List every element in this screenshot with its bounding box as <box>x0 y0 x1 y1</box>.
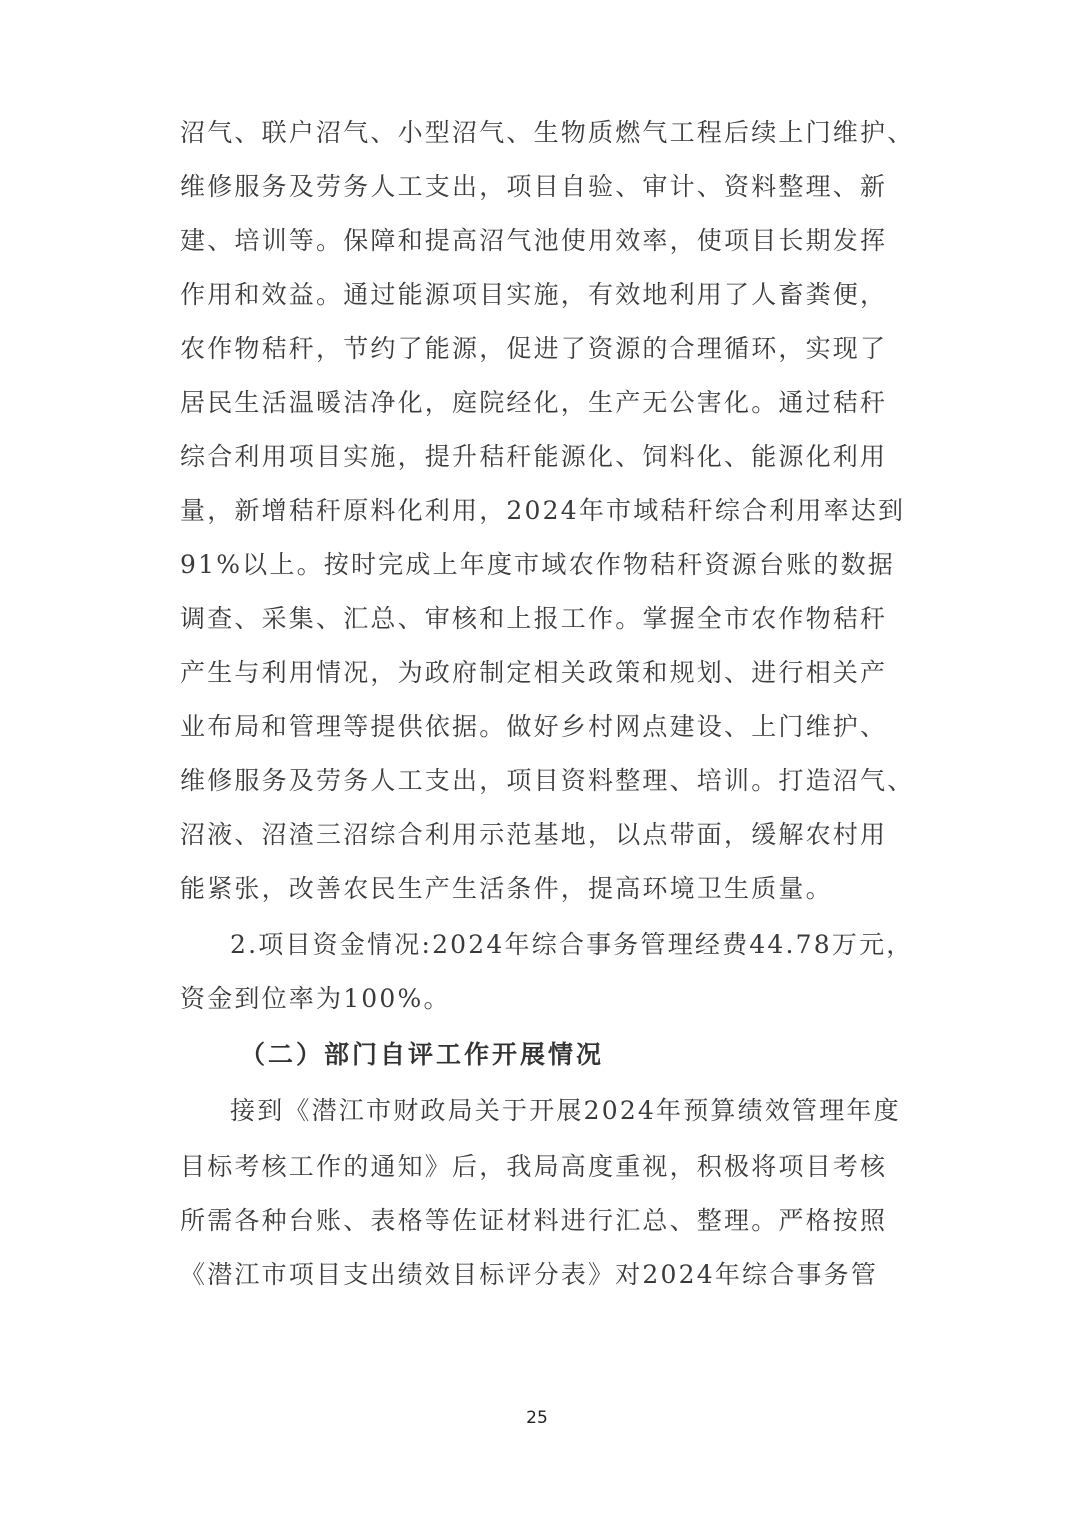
page-number: 25 <box>526 1408 548 1428</box>
body-text-line: 建、培训等。保障和提高沼气池使用效率，使项目长期发挥 <box>180 226 888 255</box>
body-text-line: 能紧张，改善农民生产生活条件，提高环境卫生质量。 <box>180 874 833 903</box>
body-text-line: 维修服务及劳务人工支出，项目自验、审计、资料整理、新 <box>180 172 888 201</box>
body-text-line: 居民生活温暖洁净化，庭院经化，生产无公害化。通过秸秆 <box>180 388 888 417</box>
body-text-line: 产生与利用情况，为政府制定相关政策和规划、进行相关产 <box>180 658 888 687</box>
body-text-line: 沼气、联户沼气、小型沼气、生物质燃气工程后续上门维护、 <box>180 118 915 147</box>
funding-paragraph-line: 资金到位率为100%。 <box>180 984 451 1013</box>
body-text-line: 沼液、沼渣三沼综合利用示范基地，以点带面，缓解农村用 <box>180 820 888 849</box>
body-text-line: 维修服务及劳务人工支出，项目资料整理、培训。打造沼气、 <box>180 766 915 795</box>
body-text-line: 量，新增秸秆原料化利用，2024年市域秸秆综合利用率达到 <box>180 496 906 525</box>
funding-paragraph-line: 2.项目资金情况:2024年综合事务管理经费44.78万元， <box>230 930 914 959</box>
body-text-line: 业布局和管理等提供依据。做好乡村网点建设、上门维护、 <box>180 712 888 741</box>
body-text-line: 综合利用项目实施，提升秸秆能源化、饲料化、能源化利用 <box>180 442 888 471</box>
body-text-line: 《潜江市项目支出绩效目标评分表》对2024年综合事务管 <box>180 1260 879 1289</box>
body-text-line: 接到《潜江市财政局关于开展2024年预算绩效管理年度 <box>230 1096 901 1125</box>
body-text-line: 作用和效益。通过能源项目实施，有效地利用了人畜粪便， <box>180 280 888 309</box>
section-heading: （二）部门自评工作开展情况 <box>240 1040 605 1069</box>
body-text-line: 所需各种台账、表格等佐证材料进行汇总、整理。严格按照 <box>180 1206 888 1235</box>
body-text-line: 91%以上。按时完成上年度市域农作物秸秆资源台账的数据 <box>180 550 895 579</box>
body-text-line: 调查、采集、汇总、审核和上报工作。掌握全市农作物秸秆 <box>180 604 888 633</box>
body-text-line: 目标考核工作的通知》后，我局高度重视，积极将项目考核 <box>180 1152 888 1181</box>
body-text-line: 农作物秸秆，节约了能源，促进了资源的合理循环，实现了 <box>180 334 888 363</box>
